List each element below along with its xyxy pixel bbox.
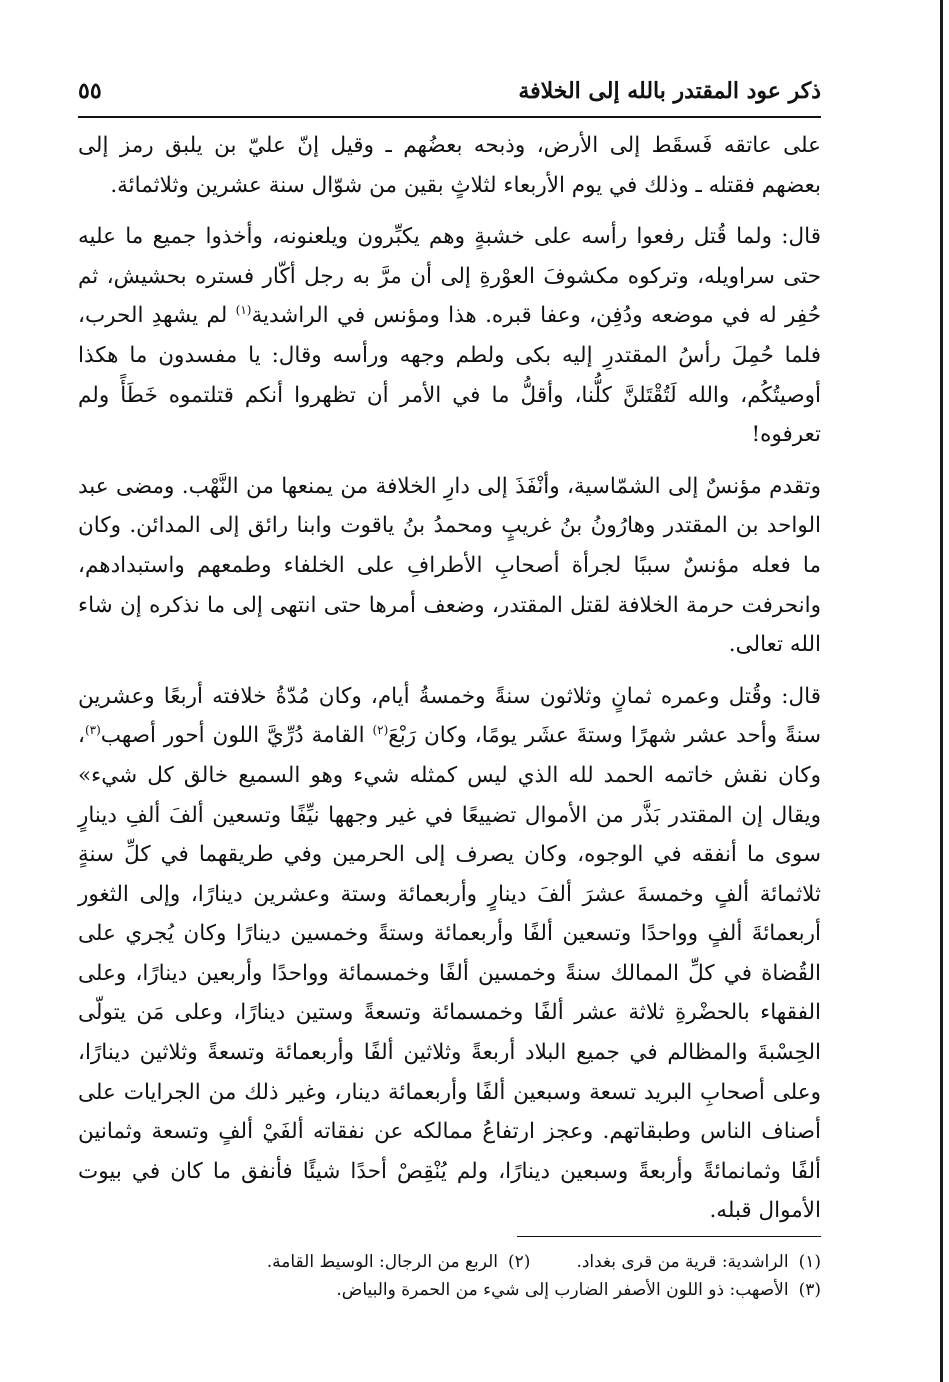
footnote-ref-1: (١) xyxy=(235,303,252,318)
paragraph-4-part-a: قال: وقُتل وعمره ثمانٍ وثلاثون سنةً وخمسةُ أيام، وكان مُدّةُ خلافته أربعًا وعشرين سنةً وأحد عشر شهرًا وستةَ عشَر يومًا، وكان رَبْعَ xyxy=(78,683,822,749)
footnote-1 xyxy=(576,1248,821,1276)
paragraph-4-part-c: ، وكان نقش خاتمه الحمد لله الذي ليس كمثله شيء وهو السميع خالق كل شيء» ويقال إن المقتدر بَذَّر من الأموال تضييعًا في غير وجهها نيِّفًا وتسعين ألفَ ألفِ دينارٍ سوى ما أنفقه في الوجوه، وكان يصرف إلى الحرمين وفي طريقهما في كلِّ سنةٍ ثلاثمائة ألفٍ وخمسةَ عشرَ ألفَ دينارٍ وأربعمائة وستة وعشرين دينارًا، وإلى الثغور أربعمائةَ ألفٍ وواحدًا وتسعين ألفًا وأربعمائة وستةً وخمسين دينارًا وكان يُجري على القُضاة في كلِّ الممالك سنةً وخمسين ألفًا وخمسمائة وواحدًا وأربعين دينارًا، وعلى الفقهاء بالحضْرةِ ثلاثة عشر ألفًا وخمسمائة وتسعةً وستين دينارًا، وعلى مَن يتولّى الحِسْبةَ والمظالم في جميع البلاد أربعةً وثلاثين ألفًا وأربعمائة وتسعةً وثلاثين دينارًا، وعلى أصحابِ البريد تسعة وسبعين ألفًا وأربعمائة دينار، وغير ذلك من الجرايات على أصناف الناس وطبقاتهم. وعجز ارتفاعُ ممالكه عن نفقاته ألفَيْ ألفٍ وتسعة وثمانين ألفًا وثمانمائةً وأربعةً وسبعين دينارًا، ولم يُنْقِصْ أحدًا شيئًا فأنفق ما كان في بيوت الأموال قبله. xyxy=(78,723,821,1224)
footnote-gap xyxy=(530,1248,576,1276)
page-edge xyxy=(940,0,943,1382)
footnote-row-1 xyxy=(78,1248,821,1276)
footnote-3-number: (٣) xyxy=(798,1280,821,1300)
footnote-1-text: الراشدية: قرية من قرى بغداد. xyxy=(576,1252,789,1272)
footnote-2-number: (٢) xyxy=(508,1252,531,1272)
footnote-divider xyxy=(517,1236,821,1237)
paragraph-4 xyxy=(78,677,821,1231)
running-header xyxy=(78,72,821,118)
header-title: ذكر عود المقتدر بالله إلى الخلافة xyxy=(518,78,821,104)
main-text xyxy=(78,126,821,1243)
paragraph-2 xyxy=(78,217,821,455)
page-number: ٥٥ xyxy=(78,78,102,104)
footnote-3-text: الأصهب: ذو اللون الأصفر الضارب إلى شيء من الحمرة والبياض. xyxy=(336,1280,789,1300)
paragraph-3: وتقدم مؤنسٌ إلى الشمّاسية، وأنْفَذَ إلى دارِ الخلافة من يمنعها من النَّهْب. ومضى عبد الواحد بن المقتدر وهارُونُ بنُ غريبٍ ومحمدُ بنُ ياقوت وابنا رائق إلى المدائن. وكان ما فعله مؤنسٌ سببًا لجرأة أصحابِ الأطرافِ على الخلفاء وطمعهم واستبدادهم، وانحرفت حرمة الخلافة لقتل المقتدر، وضعف أمرها حتى انتهى إلى ما نذكره إن شاء الله تعالى. xyxy=(78,473,821,658)
footnote-1-number: (١) xyxy=(798,1252,821,1272)
paragraph-2-part-b: لم يشهدِ الحرب، فلما حُمِلَ رأسُ المقتدرِ إليه بكى ولطم وجهه ورأسه وقال: يا مفسدون ما هكذا أوصيتُكُم، والله لَتُقْتَلنَّ كلُّنا، وأقلُّ ما في الأمر أن تظهروا أنكم قتلتموه خَطَأً ولم تعرفوه! xyxy=(78,303,821,448)
paragraph-4-part-b: القامة دُرِّيَّ اللون أحور أصهب xyxy=(100,723,373,749)
footnotes xyxy=(78,1248,821,1304)
footnote-3 xyxy=(336,1276,821,1304)
footnote-ref-3: (٣) xyxy=(84,723,101,738)
footnote-row-2 xyxy=(78,1276,821,1304)
paragraph-2-part-a: قال: ولما قُتل رفعوا رأسه على خشبةٍ وهم يكبِّرون ويلعنونه، وأخذوا جميع ما عليه حتى سراويله، وتركوه مكشوفَ العوْرةِ إلى أن مرَّ به رجل أكّار فستره بحشيش، ثم حُفِر له في موضعه ودُفِن، وعفا قبره. هذا ومؤنس في الراشدية xyxy=(78,224,821,329)
footnote-2-text: الربع من الرجال: الوسيط القامة. xyxy=(266,1252,499,1272)
paragraph-1: على عاتقه فَسقَط إلى الأرض، وذبحه بعضُهم ـ وقيل إنّ عليّ بن يلبق رمز إلى بعضهم فقتله ـ وذلك في يوم الأربعاء لثلاثٍ بقين من شوّال سنة عشرين وثلاثمائة. xyxy=(78,133,821,198)
footnote-2 xyxy=(267,1248,531,1276)
footnote-ref-2: (٢) xyxy=(372,723,389,738)
